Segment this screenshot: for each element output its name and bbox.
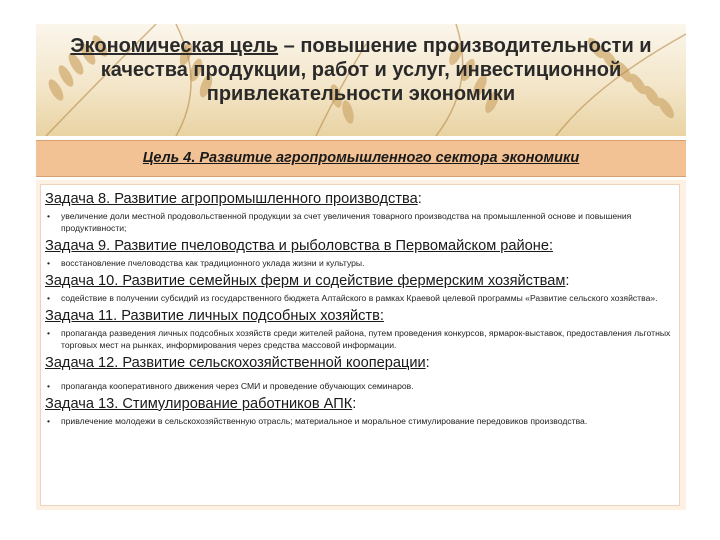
task-heading: Задача 8. Развитие агропромышленного производства:	[45, 191, 422, 207]
bullet-icon: •	[47, 415, 51, 426]
task-bullet: • восстановление пчеловодства как традиционного уклада жизни и культуры.	[47, 258, 365, 268]
page-title	[36, 34, 686, 106]
goal-header	[36, 140, 686, 177]
goal-title: Цель 4. Развитие агропромышленного сектора экономики	[142, 150, 580, 166]
task-bullet: • пропаганда разведения личных подсобных хозяйств среди жителей района, путем проведения конкурсов, ярмарок-выставок, предоставления льготных торговых мест на рынках, информирования через средства массовой информации.	[47, 328, 671, 350]
bullet-icon: •	[47, 292, 51, 303]
tasks-panel	[36, 180, 686, 510]
tasks-list	[40, 184, 680, 506]
task-heading: Задача 13. Стимулирование работников АПК:	[45, 395, 357, 412]
task-heading: Задача 12. Развитие сельскохозяйственной кооперации:	[45, 355, 430, 371]
task-bullet: • увеличение доли местной продовольственной продукции за счет увеличения товарного производства на промышленной основе и повышения продуктивности;	[47, 211, 632, 233]
task-bullet: • привлечение молодежи в сельскохозяйственную отрасль; материальное и моральное стимулирование передовиков производства.	[47, 415, 588, 426]
wheat-banner	[36, 24, 686, 136]
bullet-icon: •	[47, 381, 51, 391]
bullet-icon: •	[47, 328, 51, 338]
task-heading: Задача 9. Развитие пчеловодства и рыболовства в Первомайском районе:	[45, 238, 554, 254]
task-bullet: • содействие в получении субсидий из государственного бюджета Алтайского в рамках Краевой целевой программы «Развитие сельского хозяйства».	[47, 292, 658, 303]
title-underlined: Экономическая цель	[70, 35, 279, 57]
task-heading: Задача 11. Развитие личных подсобных хозяйств:	[45, 308, 384, 324]
bullet-icon: •	[47, 211, 51, 221]
task-bullet: • пропаганда кооперативного движения через СМИ и проведение обучающих семинаров.	[47, 381, 414, 391]
bullet-icon: •	[47, 258, 51, 268]
title-rest: – повышение производительности и качества продукции, работ и услуг, инвестиционной привлекательности экономики	[100, 35, 652, 105]
task-heading: Задача 10. Развитие семейных ферм и содействие фермерским хозяйствам:	[45, 272, 570, 289]
